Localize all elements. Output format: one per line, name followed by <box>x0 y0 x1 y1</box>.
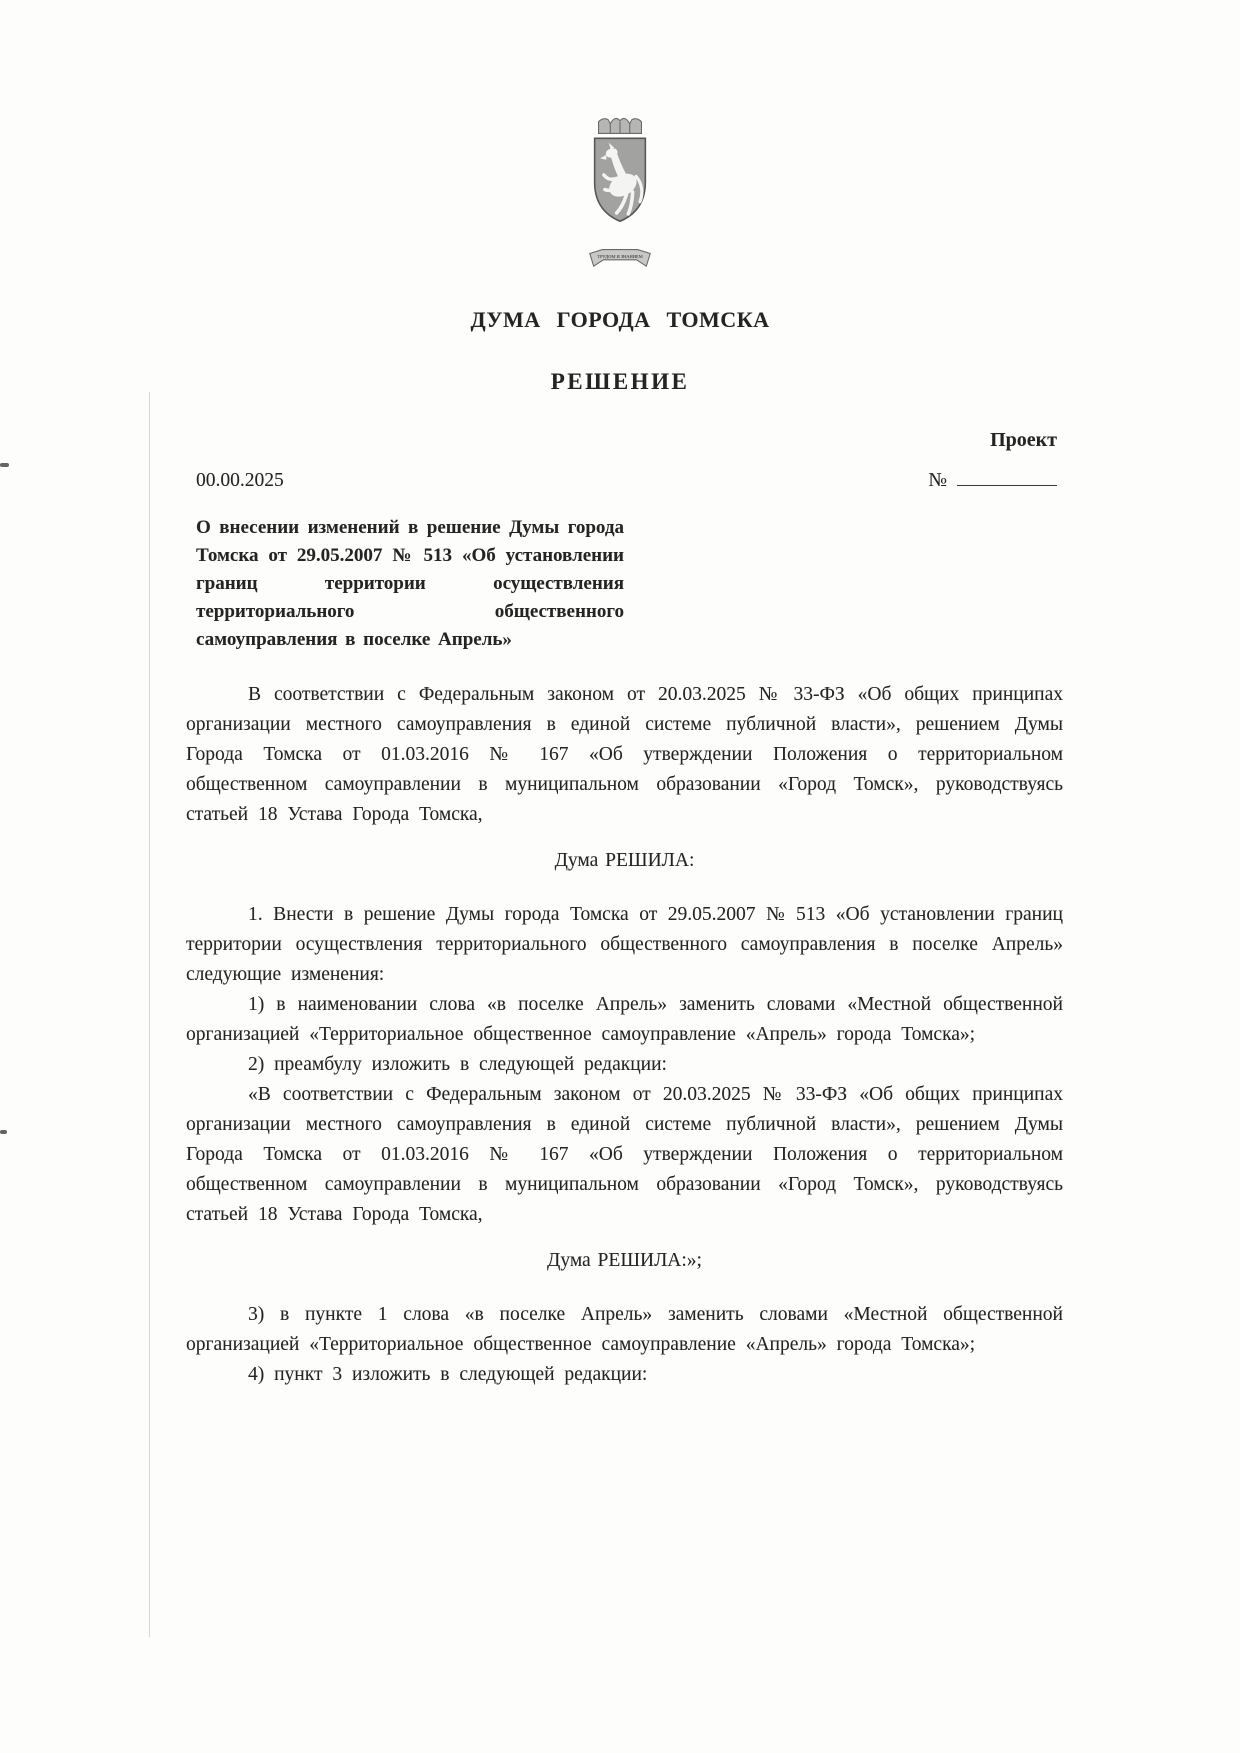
document-type-heading: РЕШЕНИЕ <box>550 369 690 394</box>
resolution-heading: Дума РЕШИЛА: <box>554 850 695 871</box>
draft-label: Проект <box>990 429 1057 451</box>
organization-name: ДУМА ГОРОДА ТОМСКА <box>470 307 770 332</box>
paragraph-subitem-3: 3) в пункте 1 слова «в поселке Апрель» заменить словами «Местной общественной организацией «Территориальное общественное самоуправление «Апрель» города Томска»; <box>186 1304 1063 1355</box>
ribbon-icon <box>590 250 650 267</box>
document-number <box>928 470 1057 492</box>
scan-artifact-mark <box>0 1130 7 1134</box>
paragraph-subitem-2: 2) преамбулу изложить в следующей редакции: <box>248 1054 667 1075</box>
document-title: О внесении изменений в решение Думы города Томска от 29.05.2007 № 513 «Об установлении границ территории осуществления территориального общественного самоуправления в поселке Апрель» <box>196 517 624 650</box>
paragraph-new-preamble: «В соответствии с Федеральным законом от 20.03.2025 № 33-ФЗ «Об общих принципах организации местного самоуправления в единой системе публичной власти», решением Думы Города Томска от 01.03.2016 № 167 «Об утверждении Положения о территориальном общественном самоуправлении в муниципальном образовании «Город Томск», руководствуясь статьей 18 Устава Города Томска, <box>186 1084 1063 1225</box>
paragraph-subitem-4: 4) пункт 3 изложить в следующей редакции: <box>248 1364 648 1385</box>
paragraph-subitem-1: 1) в наименовании слова «в поселке Апрель» заменить словами «Местной общественной организацией «Территориальное общественное самоуправление «Апрель» города Томска»; <box>186 994 1063 1045</box>
date-number-row <box>196 470 1057 492</box>
number-sign: № <box>928 470 947 491</box>
paragraph-preamble: В соответствии с Федеральным законом от 20.03.2025 № 33-ФЗ «Об общих принципах организации местного самоуправления в единой системе публичной власти», решением Думы Города Томска от 01.03.2016 № 167 «Об утверждении Положения о территориальном общественном самоуправлении в муниципальном образовании «Город Томск», руководствуясь статьей 18 Устава Города Томска, <box>186 684 1063 825</box>
document-date: 00.00.2025 <box>196 470 284 491</box>
paragraph-item-1: 1. Внести в решение Думы города Томска от 29.05.2007 № 513 «Об установлении границ территории осуществления территориального общественного самоуправления в поселке Апрель» следующие изменения: <box>186 904 1063 985</box>
ribbon-motto: ТРУДОМ И ЗНАНИЕМ <box>597 253 643 259</box>
crown-icon <box>599 118 642 133</box>
tomsk-coat-of-arms <box>570 0 670 277</box>
resolution-heading-quoted: Дума РЕШИЛА:»; <box>547 1250 702 1271</box>
scan-artifact-vertical-line <box>149 392 150 1637</box>
number-blank-line <box>957 483 1057 486</box>
document-body <box>186 680 1063 1390</box>
scan-artifact-mark <box>0 463 9 467</box>
